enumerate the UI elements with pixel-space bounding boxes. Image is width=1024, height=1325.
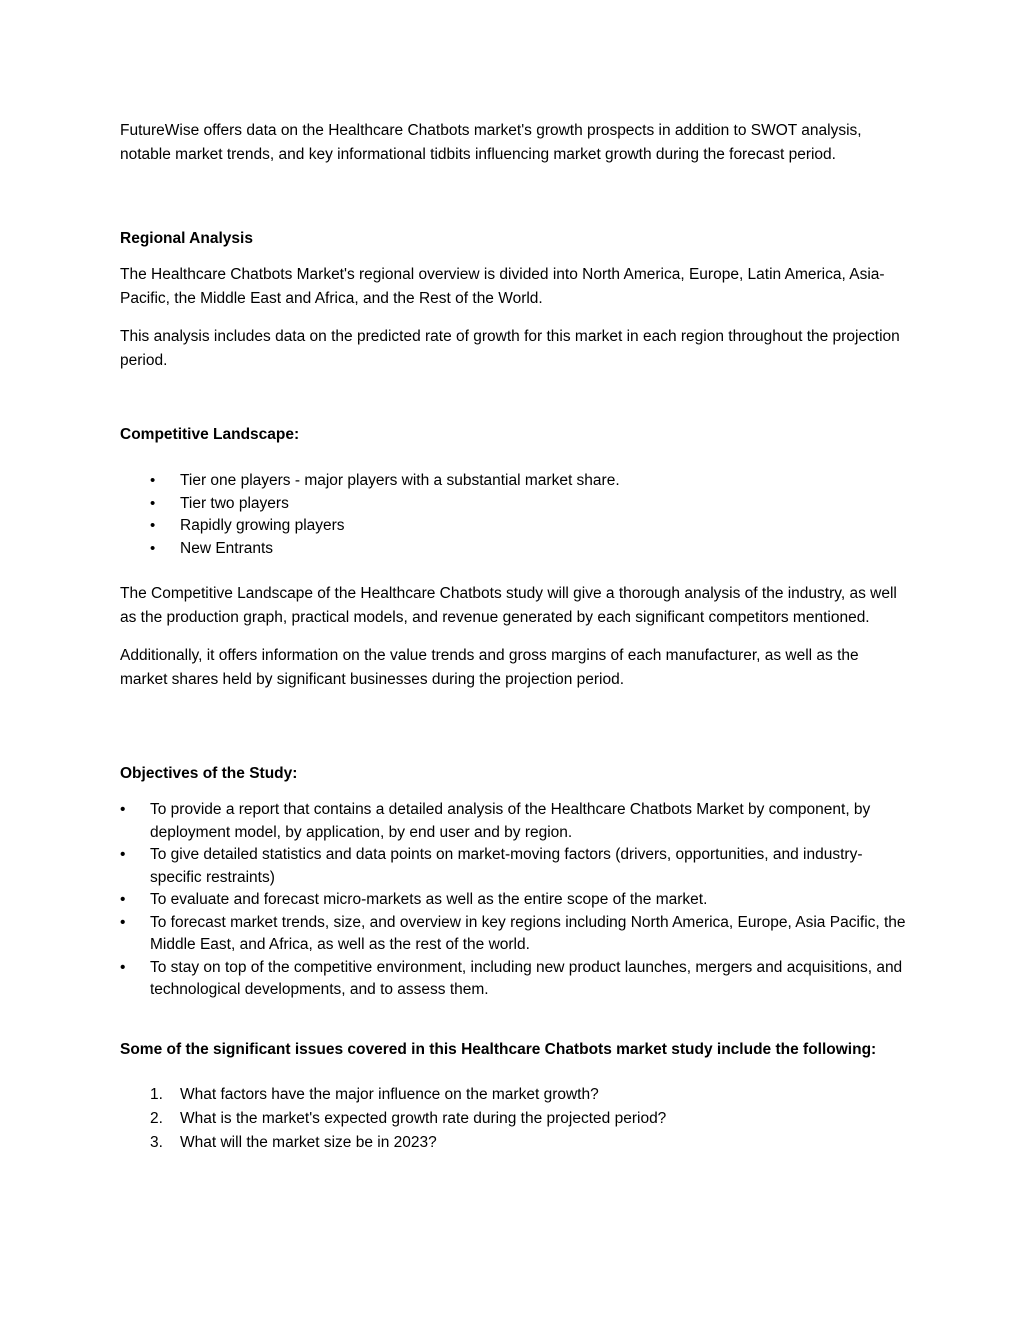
competitive-paragraph-2: Additionally, it offers information on the value trends and gross margins of each manufacturer, as well as the market shares held by significant businesses during the projection period. [120,647,859,688]
list-item: • To forecast market trends, size, and overview in key regions including North America, Europe, Asia Pacific, the Middle East, and Africa, as well as the rest of the world. [120,913,906,953]
regional-paragraph-1: The Healthcare Chatbots Market's regional overview is divided into North America, Europe, Latin America, Asia-Pacific, the Middle East and Africa, and the Rest of the World. [120,266,885,307]
objectives-list [120,799,910,1002]
issues-heading: Some of the significant issues covered in this Healthcare Chatbots market study include the following: [120,1040,877,1058]
list-number: 2. [150,1109,163,1127]
spacer [120,706,910,762]
list-item: • To provide a report that contains a detailed analysis of the Healthcare Chatbots Market by component, by deployment model, by application, by end user and by region. [120,801,871,841]
bullet-icon: • [150,517,156,534]
competitive-paragraph-1: The Competitive Landscape of the Healthcare Chatbots study will give a thorough analysis of the industry, as well as the production graph, practical models, and revenue generated by each significant competitors mentioned. [120,585,897,626]
regional-paragraph-2: This analysis includes data on the predicted rate of growth for this market in each region throughout the projection period. [120,328,900,369]
objectives-heading: Objectives of the Study: [120,765,298,782]
bullet-icon: • [120,846,126,863]
competitive-list [120,470,910,560]
list-item: • To evaluate and forecast micro-markets as well as the entire scope of the market. [120,889,910,912]
list-item: • New Entrants [120,538,910,561]
list-item: • Rapidly growing players [120,515,910,538]
list-item: 3. What will the market size be in 2023? [120,1131,910,1155]
list-item: • Tier one players - major players with a substantial market share. [120,470,910,493]
list-number: 1. [150,1085,163,1103]
spacer [120,387,910,423]
bullet-icon: • [120,958,126,976]
spacer [120,181,910,227]
bullet-icon: • [150,472,156,489]
bullet-icon: • [120,891,126,908]
list-item: • To stay on top of the competitive environment, including new product launches, mergers and acquisitions, and technological developments, and to assess them. [120,958,903,998]
list-item: • To give detailed statistics and data points on market-moving factors (drivers, opportunities, and industry-specific restraints) [120,846,863,886]
regional-heading: Regional Analysis [120,230,253,247]
list-item: 2. What is the market's expected growth rate during the projected period? [120,1107,910,1131]
issues-list [120,1083,910,1155]
list-item: • Tier two players [120,493,910,516]
bullet-icon: • [150,494,156,512]
intro-paragraph: FutureWise offers data on the Healthcare Chatbots market's growth prospects in addition to SWOT analysis, notable market trends, and key informational tidbits influencing market growth during the forecast period. [120,122,862,163]
bullet-icon: • [120,801,126,818]
list-item: 1. What factors have the major influence on the market growth? [120,1083,910,1107]
bullet-icon: • [120,913,126,931]
list-number: 3. [150,1133,163,1151]
competitive-heading: Competitive Landscape: [120,426,300,443]
document-page [120,119,910,1155]
bullet-icon: • [150,539,156,557]
